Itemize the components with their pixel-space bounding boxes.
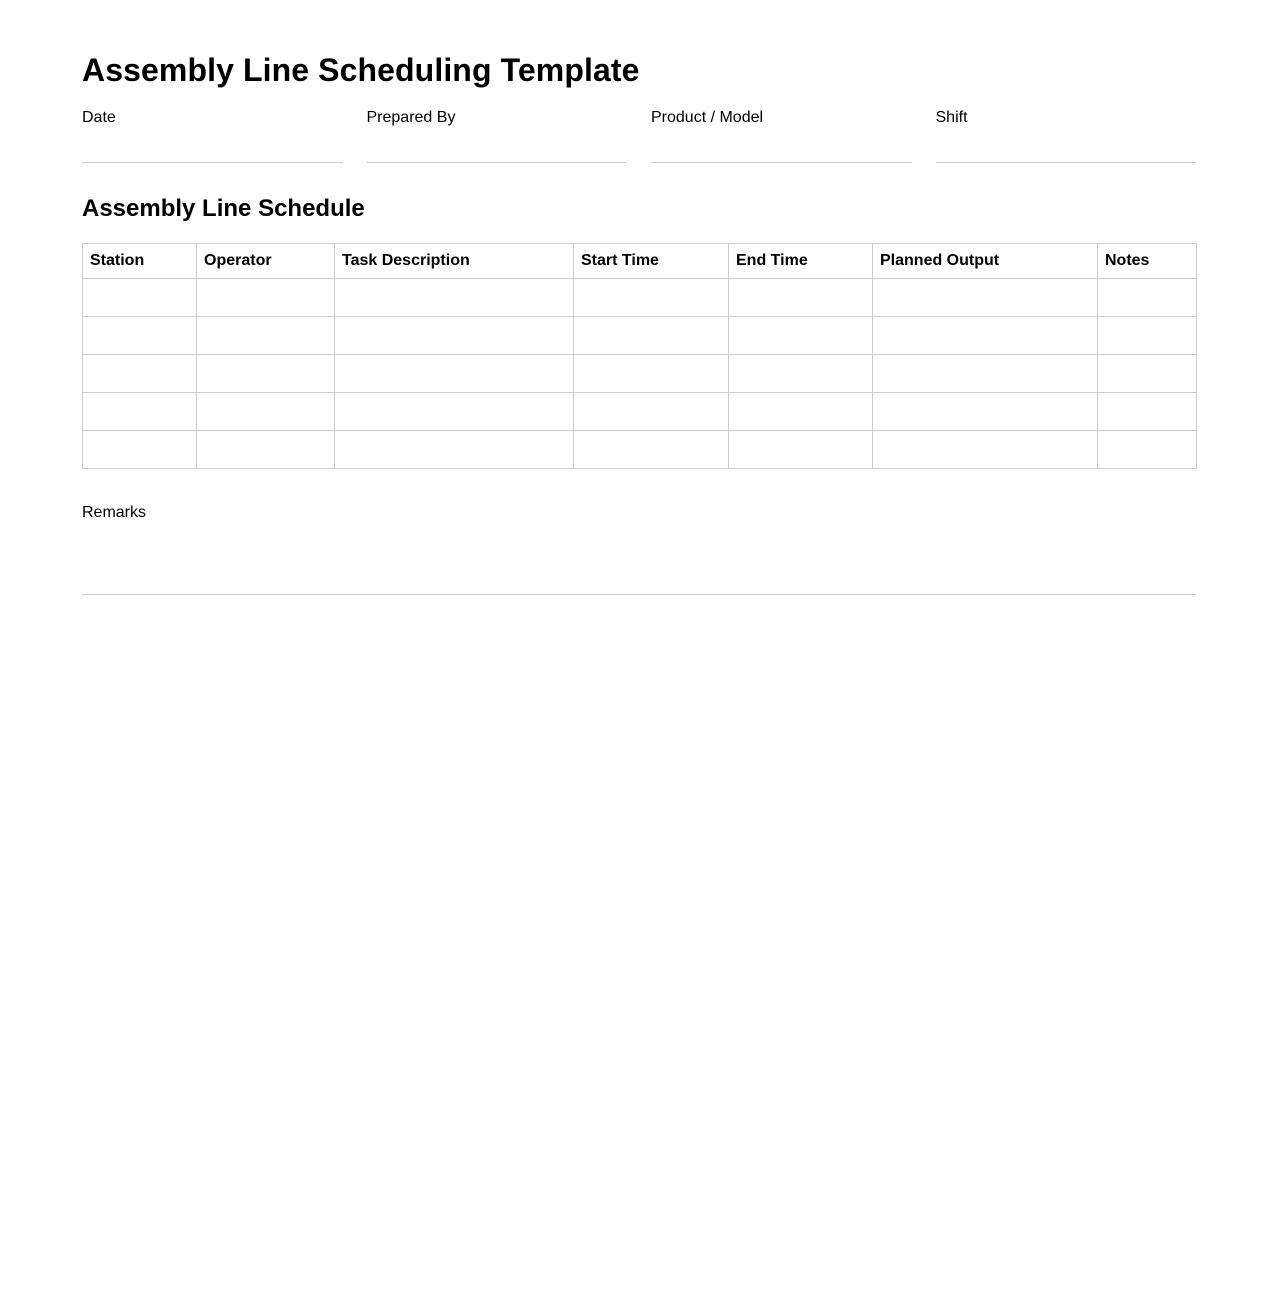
prepared-by-field[interactable] xyxy=(367,108,628,163)
table-header-row xyxy=(83,244,1197,279)
table-cell[interactable] xyxy=(873,317,1098,355)
schedule-table xyxy=(82,243,1197,469)
table-cell[interactable] xyxy=(197,355,335,393)
table-cell[interactable] xyxy=(83,279,197,317)
table-cell[interactable] xyxy=(1098,431,1197,469)
table-cell[interactable] xyxy=(574,355,729,393)
column-header-end-time: End Time xyxy=(729,244,873,279)
product-model-field[interactable] xyxy=(651,108,912,163)
table-cell[interactable] xyxy=(873,393,1098,431)
table-row xyxy=(83,431,1197,469)
column-header-notes: Notes xyxy=(1098,244,1197,279)
table-row xyxy=(83,393,1197,431)
table-cell[interactable] xyxy=(83,393,197,431)
date-field[interactable] xyxy=(82,108,343,163)
table-cell[interactable] xyxy=(1098,355,1197,393)
prepared-by-label: Prepared By xyxy=(366,109,456,126)
table-cell[interactable] xyxy=(83,431,197,469)
product-model-input-line[interactable] xyxy=(651,161,912,163)
column-header-planned-output: Planned Output xyxy=(873,244,1098,279)
table-cell[interactable] xyxy=(197,431,335,469)
table-cell[interactable] xyxy=(335,393,574,431)
remarks-section xyxy=(82,503,1196,595)
remarks-label: Remarks xyxy=(82,504,147,521)
table-cell[interactable] xyxy=(197,393,335,431)
table-cell[interactable] xyxy=(574,431,729,469)
table-row xyxy=(83,317,1197,355)
shift-field[interactable] xyxy=(936,108,1197,163)
table-cell[interactable] xyxy=(83,317,197,355)
table-cell[interactable] xyxy=(873,279,1098,317)
table-cell[interactable] xyxy=(83,355,197,393)
table-cell[interactable] xyxy=(873,431,1098,469)
table-cell[interactable] xyxy=(1098,393,1197,431)
table-cell[interactable] xyxy=(1098,279,1197,317)
column-header-station: Station xyxy=(83,244,197,279)
shift-input-line[interactable] xyxy=(936,161,1197,163)
table-cell[interactable] xyxy=(197,317,335,355)
table-cell[interactable] xyxy=(729,393,873,431)
header-fields xyxy=(82,108,1196,163)
table-cell[interactable] xyxy=(574,393,729,431)
table-cell[interactable] xyxy=(574,279,729,317)
table-cell[interactable] xyxy=(729,279,873,317)
section-heading: Assembly Line Schedule xyxy=(82,195,365,222)
table-cell[interactable] xyxy=(335,279,574,317)
column-header-task-description: Task Description xyxy=(335,244,574,279)
shift-label: Shift xyxy=(935,109,968,126)
column-header-operator: Operator xyxy=(197,244,335,279)
table-cell[interactable] xyxy=(729,317,873,355)
table-row xyxy=(83,279,1197,317)
table-cell[interactable] xyxy=(1098,317,1197,355)
table-cell[interactable] xyxy=(729,431,873,469)
prepared-by-input-line[interactable] xyxy=(367,161,628,163)
table-cell[interactable] xyxy=(873,355,1098,393)
table-row xyxy=(83,355,1197,393)
date-input-line[interactable] xyxy=(82,161,343,163)
table-cell[interactable] xyxy=(335,317,574,355)
column-header-start-time: Start Time xyxy=(574,244,729,279)
table-cell[interactable] xyxy=(729,355,873,393)
page-title: Assembly Line Scheduling Template xyxy=(82,52,640,88)
table-cell[interactable] xyxy=(197,279,335,317)
table-cell[interactable] xyxy=(335,431,574,469)
remarks-input-line[interactable] xyxy=(82,594,1196,595)
product-model-label: Product / Model xyxy=(651,109,764,126)
table-cell[interactable] xyxy=(574,317,729,355)
table-cell[interactable] xyxy=(335,355,574,393)
date-label: Date xyxy=(82,109,116,126)
